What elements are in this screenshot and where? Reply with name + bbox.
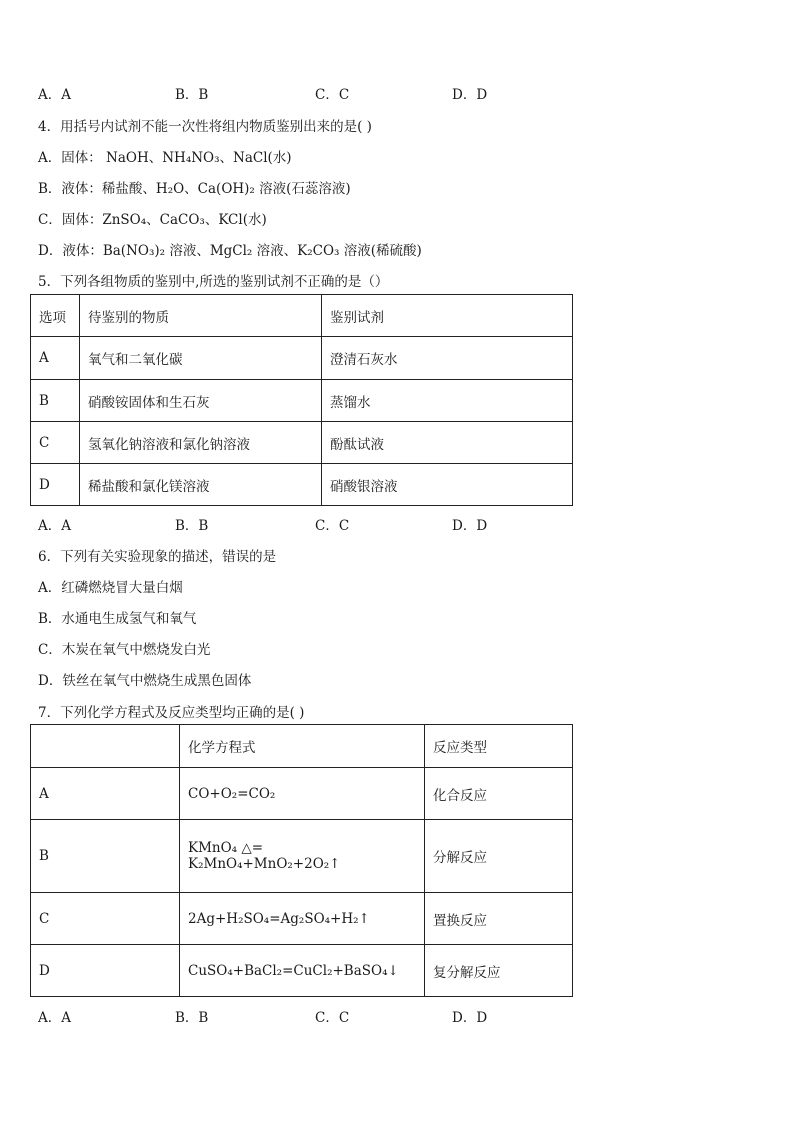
q6-option-c[interactable]: C．木炭在氧气中燃烧发白光 (38, 642, 211, 658)
q7-option-a[interactable]: A．A (38, 1010, 71, 1026)
q5-cell-label: D (31, 464, 80, 506)
q4-option-a[interactable]: A．固体： NaOH、NH₄NO₃、NaCl(水) (38, 150, 292, 166)
q7-table (30, 724, 573, 997)
q5-cell-reagent: 硝酸银溶液 (322, 464, 573, 506)
table-row (31, 725, 573, 768)
q5-option-a[interactable]: A．A (38, 518, 71, 534)
q7-cell-equation: CuSO₄+BaCl₂=CuCl₂+BaSO₄↓ (180, 945, 425, 997)
q7-cell-type: 复分解反应 (425, 945, 573, 997)
q5-cell-reagent: 蒸馏水 (322, 380, 573, 422)
q7-header-equation: 化学方程式 (180, 725, 425, 768)
q3-option-b[interactable]: B．B (175, 87, 209, 103)
q3-options (38, 83, 558, 103)
q7-cell-equation: CO+O₂=CO₂ (180, 768, 425, 820)
q7-cell-type: 置换反应 (425, 893, 573, 945)
q3-option-d[interactable]: D．D (452, 87, 488, 103)
q7-cell-label: D (31, 945, 180, 997)
q5-option-c[interactable]: C．C (315, 518, 350, 534)
q5-cell-substances: 硝酸铵固体和生石灰 (80, 380, 322, 422)
q5-cell-label: A (31, 337, 80, 380)
q5-cell-substances: 稀盐酸和氯化镁溶液 (80, 464, 322, 506)
q7-cell-label: B (31, 820, 180, 893)
q7-cell-equation: KMnO₄ △= K₂MnO₄+MnO₂+2O₂↑ (180, 820, 425, 893)
q5-cell-label: B (31, 380, 80, 422)
q5-option-b[interactable]: B．B (175, 518, 209, 534)
q6-stem: 6．下列有关实验现象的描述，错误的是 (38, 549, 277, 565)
table-row (31, 295, 573, 337)
table-row (31, 945, 573, 997)
table-row (31, 422, 573, 464)
q7-cell-type: 化合反应 (425, 768, 573, 820)
q7-cell-label: C (31, 893, 180, 945)
q5-cell-label: C (31, 422, 80, 464)
q7-option-b[interactable]: B．B (175, 1010, 209, 1026)
q5-header-option: 选项 (31, 295, 80, 337)
q5-cell-substances: 氧气和二氧化碳 (80, 337, 322, 380)
q7-cell-type: 分解反应 (425, 820, 573, 893)
q5-options (38, 514, 558, 534)
q7-cell-label: A (31, 768, 180, 820)
q7-header-reaction-type: 反应类型 (425, 725, 573, 768)
q5-table (30, 294, 573, 506)
table-row (31, 820, 573, 893)
q3-option-c[interactable]: C．C (315, 87, 350, 103)
q4-option-b[interactable]: B．液体：稀盐酸、H₂O、Ca(OH)₂ 溶液(石蕊溶液) (38, 181, 351, 197)
table-row (31, 893, 573, 945)
q5-cell-reagent: 澄清石灰水 (322, 337, 573, 380)
table-row (31, 464, 573, 506)
q4-option-c[interactable]: C．固体：ZnSO₄、CaCO₃、KCl(水) (38, 212, 267, 228)
q6-option-d[interactable]: D．铁丝在氧气中燃烧生成黑色固体 (38, 673, 252, 689)
q6-option-a[interactable]: A．红磷燃烧冒大量白烟 (38, 580, 183, 596)
table-row (31, 337, 573, 380)
q4-stem: 4．用括号内试剂不能一次性将组内物质鉴别出来的是( ) (38, 119, 372, 135)
q5-stem: 5．下列各组物质的鉴别中,所选的鉴别试剂不正确的是（） (38, 274, 389, 290)
q7-header-blank (31, 725, 180, 768)
q4-option-d[interactable]: D．液体：Ba(NO₃)₂ 溶液、MgCl₂ 溶液、K₂CO₃ 溶液(稀硫酸) (38, 243, 422, 259)
q5-header-substances: 待鉴别的物质 (80, 295, 322, 337)
q7-cell-equation: 2Ag+H₂SO₄=Ag₂SO₄+H₂↑ (180, 893, 425, 945)
q3-option-a[interactable]: A．A (38, 87, 71, 103)
q5-cell-reagent: 酚酞试液 (322, 422, 573, 464)
q7-options (38, 1006, 558, 1026)
q6-option-b[interactable]: B．水通电生成氢气和氧气 (38, 611, 197, 627)
q7-option-d[interactable]: D．D (452, 1010, 488, 1026)
q5-header-reagent: 鉴别试剂 (322, 295, 573, 337)
q7-stem: 7．下列化学方程式及反应类型均正确的是( ) (38, 705, 305, 721)
table-row (31, 380, 573, 422)
q7-option-c[interactable]: C．C (315, 1010, 350, 1026)
q5-option-d[interactable]: D．D (452, 518, 488, 534)
q5-cell-substances: 氢氧化钠溶液和氯化钠溶液 (80, 422, 322, 464)
table-row (31, 768, 573, 820)
